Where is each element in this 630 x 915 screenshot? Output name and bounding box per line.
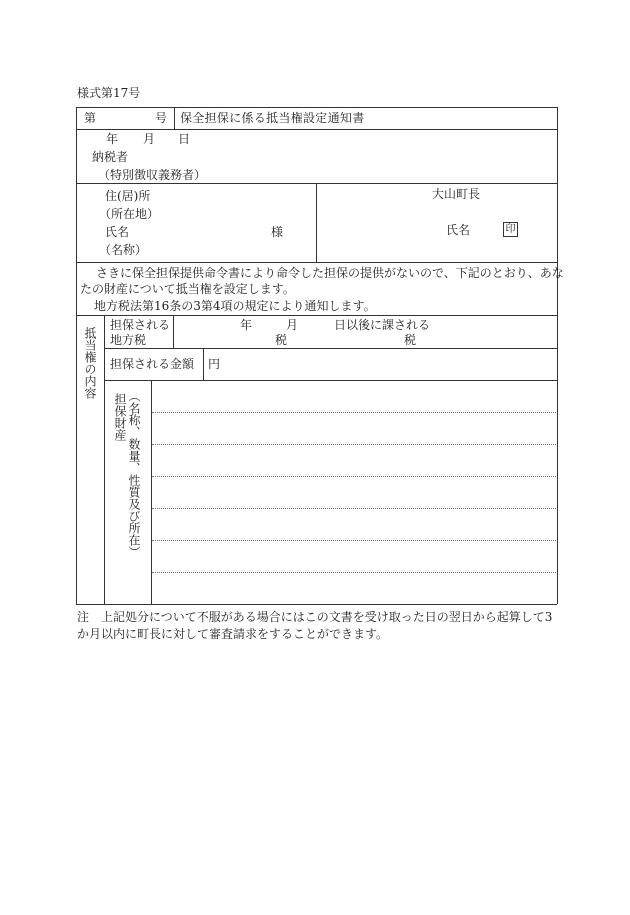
date-day: 日 — [178, 132, 191, 146]
property-entry-line — [152, 540, 556, 541]
table-top-border — [76, 107, 557, 108]
amount-unit: 円 — [208, 357, 221, 371]
taxpayer-sublabel: （特別徴収義務者） — [98, 168, 207, 182]
address-label: 住(居)所 — [105, 189, 151, 203]
secured-after: 日以後に課される — [334, 318, 431, 332]
header-divider — [76, 129, 557, 130]
table-left-border — [76, 107, 77, 604]
amount-row-divider — [104, 380, 557, 381]
header-vertical-divider — [174, 107, 175, 129]
tax-type-2: 税 — [404, 333, 417, 347]
tax-type-1: 税 — [275, 333, 288, 347]
secured-tax-label-2: 地方税 — [110, 333, 147, 347]
mortgage-section-label: 抵当権の内容 — [83, 327, 97, 399]
property-label: 担保財産 — [113, 393, 127, 441]
address-vertical-divider — [316, 183, 317, 262]
tax-label-divider — [173, 315, 174, 348]
secured-tax-label-1: 担保される — [110, 318, 171, 332]
table-right-border — [557, 107, 558, 604]
body-divider — [76, 315, 557, 316]
property-note: （名称、数量、性質及び所在） — [127, 390, 141, 558]
form-number: 様式第17号 — [77, 86, 141, 100]
honorific: 様 — [271, 225, 284, 239]
secured-month: 月 — [286, 318, 299, 332]
body-line-1: さきに保全担保提供命令書により命令した担保の提供がないので、下記のとおり、あな — [96, 266, 564, 280]
property-entry-line — [152, 412, 556, 413]
location-label: （所在地） — [99, 207, 160, 221]
name-label: 氏名 — [105, 225, 130, 239]
property-entry-line — [152, 476, 556, 477]
name-alt-label: （名称） — [99, 243, 148, 257]
table-bottom-border — [76, 604, 557, 605]
secured-amount-label: 担保される金額 — [110, 357, 195, 371]
property-entry-line — [152, 444, 556, 445]
document-title: 保全担保に係る抵当権設定通知書 — [180, 111, 365, 125]
section-label-divider — [104, 315, 105, 604]
amount-label-divider — [203, 348, 204, 380]
secured-year: 年 — [240, 318, 253, 332]
number-prefix: 第 — [84, 111, 97, 125]
address-divider — [76, 262, 557, 263]
body-line-3: 地方税法第16条の3第4項の規定により通知します。 — [94, 299, 376, 313]
property-entry-line — [152, 572, 556, 573]
footnote-line-1: 注 上記処分について不服がある場合にはこの文書を受け取った日の翌日から起算して3 — [77, 610, 553, 624]
tax-row-divider — [104, 348, 557, 349]
taxpayer-label: 納税者 — [92, 150, 129, 164]
date-year: 年 — [106, 132, 119, 146]
property-label-divider — [151, 380, 152, 604]
number-suffix: 号 — [155, 111, 168, 125]
footnote-line-2: か月以内に町長に対して審査請求をすることができます。 — [77, 627, 389, 641]
body-line-2: たの財産について抵当権を設定します。 — [80, 282, 295, 296]
date-month: 月 — [143, 132, 156, 146]
issuer-name-label: 氏名 — [446, 223, 471, 237]
seal-mark: 印 — [503, 222, 518, 237]
property-entry-line — [152, 508, 556, 509]
issuer-title: 大山町長 — [432, 187, 481, 201]
